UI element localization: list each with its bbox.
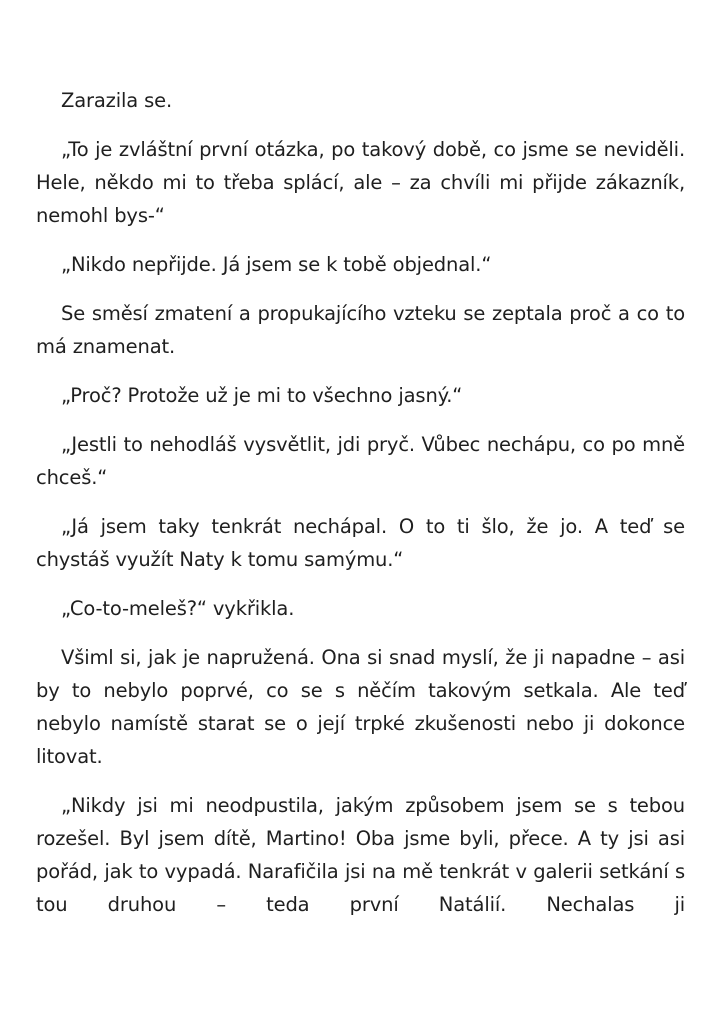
paragraph-9: Všiml si, jak je napružená. Ona si snad myslí, že ji napadne – asi by to nebylo poprvé, co se s něčím takovým setkala. Ale teď nebylo namístě starat se o její trpké zkušenosti nebo ji dokonce litovat.: [36, 646, 685, 768]
paragraph-8: „Co-to-meleš?“ vykřikla.: [61, 597, 295, 620]
paragraph-6: „Jestli to nehodláš vysvětlit, jdi pryč. Vůbec nechápu, co po mně chceš.“: [36, 433, 685, 489]
paragraph-1: Zarazila se.: [61, 89, 173, 112]
paragraph-7: „Já jsem taky tenkrát nechápal. O to ti šlo, že jo. A teď se chystáš využít Naty k tomu samýmu.“: [36, 515, 685, 571]
paragraph-3: „Nikdo nepřijde. Já jsem se k tobě objednal.“: [61, 253, 492, 276]
paragraph-10: „Nikdy jsi mi neodpustila, jakým způsobem jsem se s tebou rozešel. Byl jsem dítě, Martino! Oba jsme byli, přece. A ty jsi asi pořád, jak to vypadá. Narafičila jsi na mě tenkrát v galerii setkání s tou druhou – teda první Natálií. Nechalas ji: [36, 794, 685, 916]
book-page: [36, 84, 685, 921]
paragraph-4: Se směsí zmatení a propukajícího vzteku se zeptala proč a co to má znamenat.: [36, 302, 685, 358]
paragraph-5: „Proč? Protože už je mi to všechno jasný.“: [61, 384, 463, 407]
paragraph-2: „To je zvláštní první otázka, po takový době, co jsme se neviděli. Hele, někdo mi to třeba splácí, ale – za chvíli mi přijde zákazník, nemohl bys-“: [36, 138, 685, 227]
